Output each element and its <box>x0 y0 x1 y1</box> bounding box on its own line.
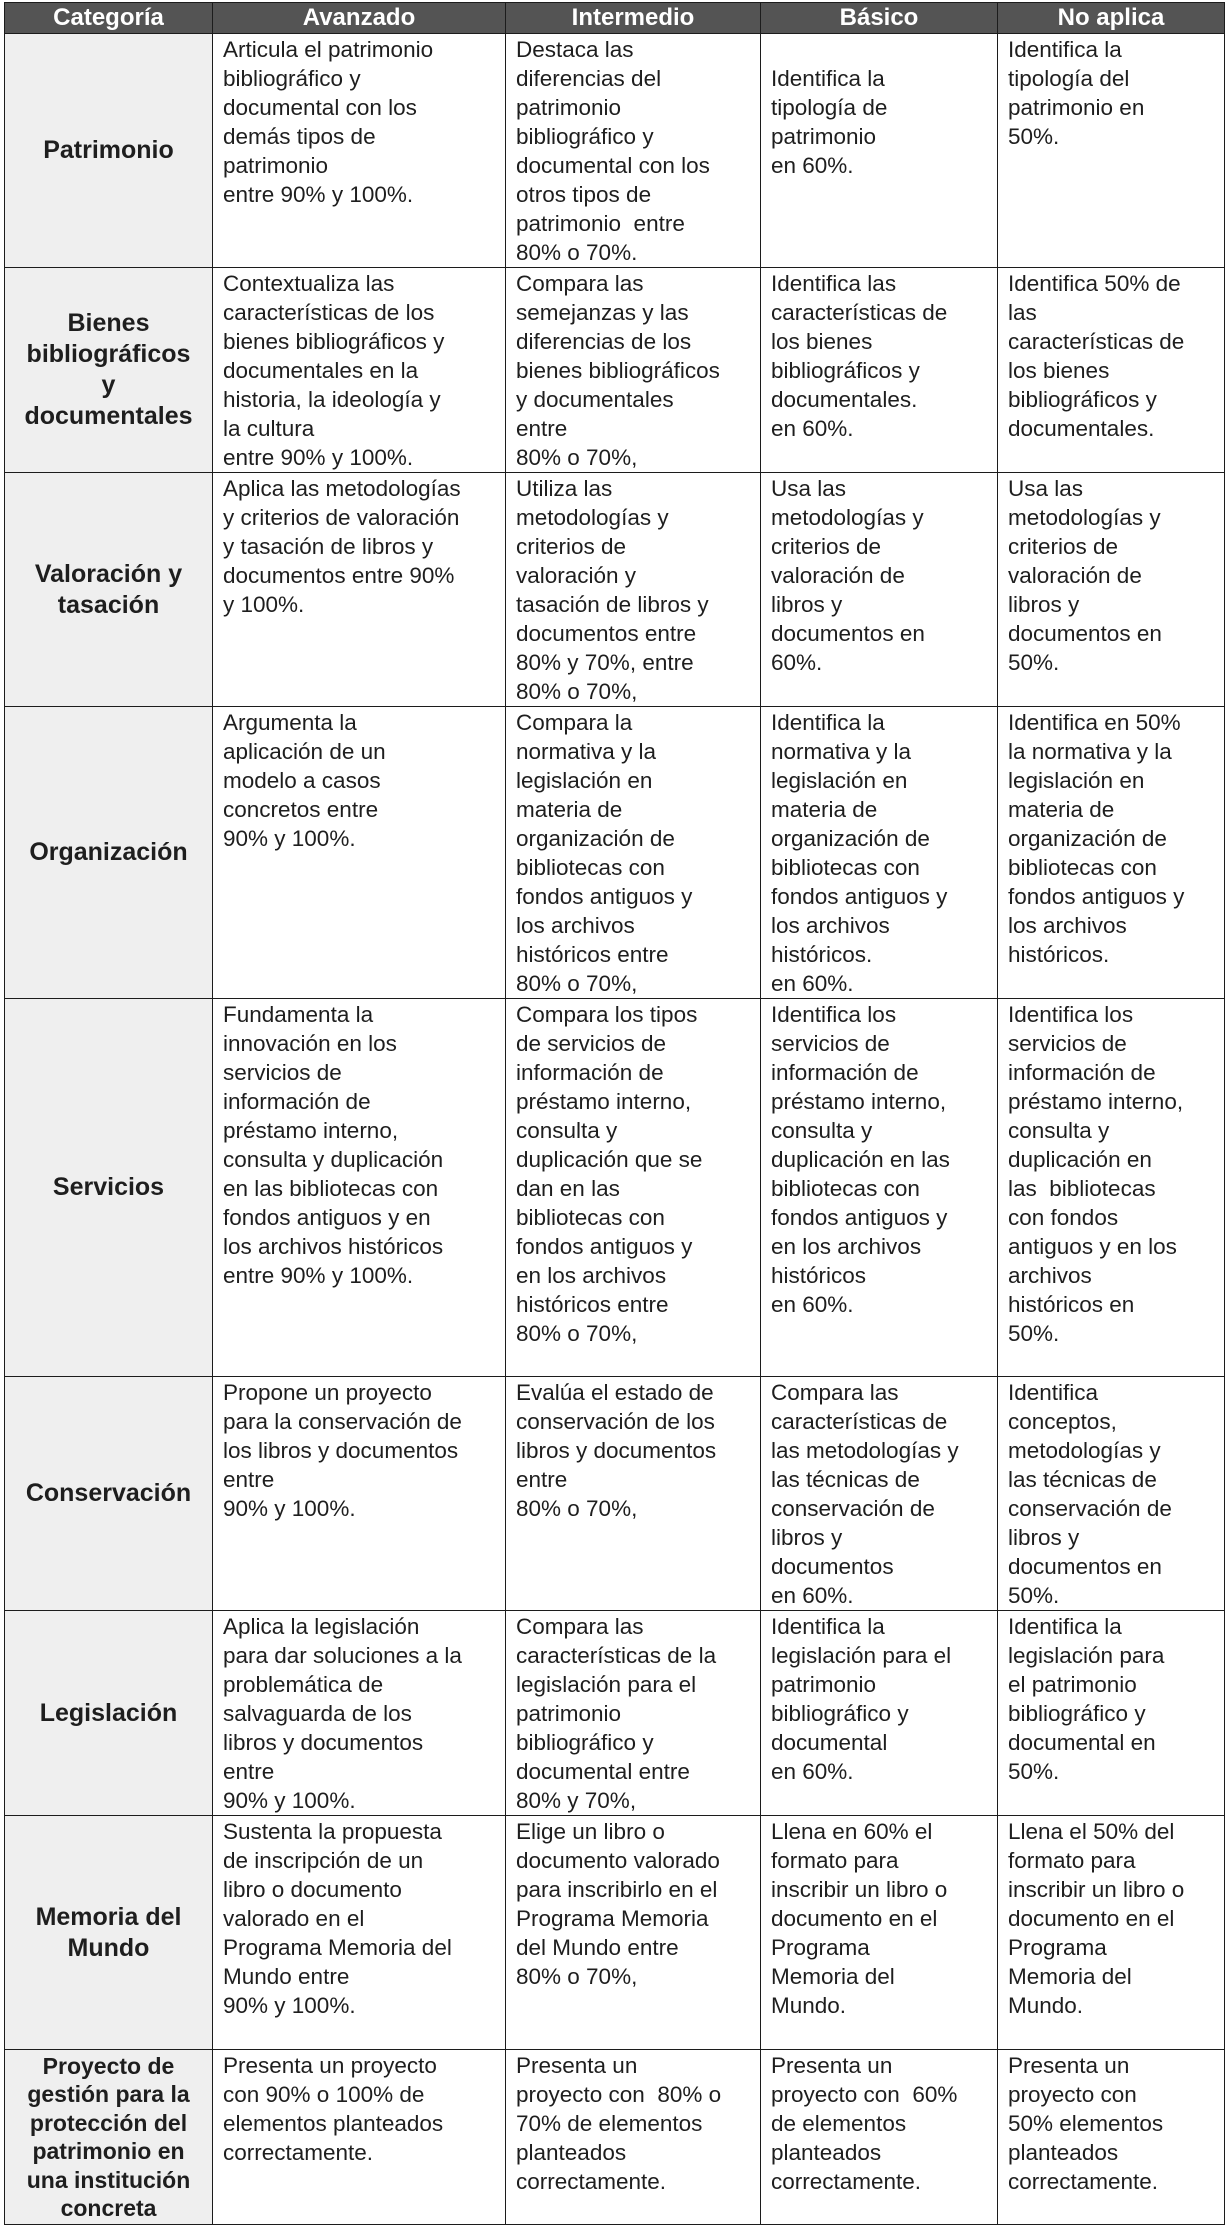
avanzado-cell: Contextualiza las características de los bienes bibliográficos y documentales en la historia, la ideología y la cultura entre 90% y 100%. <box>213 268 506 473</box>
header-row <box>5 3 1225 34</box>
avanzado-cell: Articula el patrimonio bibliográfico y documental con los demás tipos de patrimonio entre 90% y 100%. <box>213 34 506 268</box>
basico-cell: Identifica la normativa y la legislación en materia de organización de bibliotecas con fondos antiguos y los archivos históricos. en 60%. <box>761 707 998 999</box>
no-aplica-cell: Presenta un proyecto con 50% elementos planteados correctamente. <box>998 2050 1225 2225</box>
no-aplica-cell: Identifica 50% de las características de los bienes bibliográficos y documentales. <box>998 268 1225 473</box>
table-row <box>5 999 1225 1377</box>
avanzado-cell: Propone un proyecto para la conservación de los libros y documentos entre 90% y 100%. <box>213 1377 506 1611</box>
no-aplica-cell: Identifica la legislación para el patrimonio bibliográfico y documental en 50%. <box>998 1611 1225 1816</box>
header-avanzado: Avanzado <box>213 3 506 34</box>
basico-cell: Llena en 60% el formato para inscribir un libro o documento en el Programa Memoria del Mundo. <box>761 1816 998 2050</box>
avanzado-cell: Argumenta la aplicación de un modelo a casos concretos entre 90% y 100%. <box>213 707 506 999</box>
table-row <box>5 1377 1225 1611</box>
category-cell: Servicios <box>5 999 213 1377</box>
table-row <box>5 34 1225 268</box>
category-cell: Patrimonio <box>5 34 213 268</box>
intermedio-cell: Compara los tipos de servicios de información de préstamo interno, consulta y duplicación que se dan en las bibliotecas con fondos antiguos y en los archivos históricos entre 80% o 70%, <box>506 999 761 1377</box>
avanzado-cell: Fundamenta la innovación en los servicios de información de préstamo interno, consulta y duplicación en las bibliotecas con fondos antiguos y en los archivos históricos entre 90% y 100%. <box>213 999 506 1377</box>
no-aplica-cell: Identifica los servicios de información de préstamo interno, consulta y duplicación en las bibliotecas con fondos antiguos y en los archivos históricos en 50%. <box>998 999 1225 1377</box>
no-aplica-cell: Usa las metodologías y criterios de valoración de libros y documentos en 50%. <box>998 473 1225 707</box>
category-cell: Memoria del Mundo <box>5 1816 213 2050</box>
category-cell: Valoración y tasación <box>5 473 213 707</box>
intermedio-cell: Compara las semejanzas y las diferencias de los bienes bibliográficos y documentales entre 80% o 70%, <box>506 268 761 473</box>
intermedio-cell: Utiliza las metodologías y criterios de valoración y tasación de libros y documentos entre 80% y 70%, entre 80% o 70%, <box>506 473 761 707</box>
header-no-aplica: No aplica <box>998 3 1225 34</box>
intermedio-cell: Evalúa el estado de conservación de los libros y documentos entre 80% o 70%, <box>506 1377 761 1611</box>
basico-cell: Usa las metodologías y criterios de valoración de libros y documentos en 60%. <box>761 473 998 707</box>
table-row <box>5 473 1225 707</box>
basico-cell: Identifica las características de los bienes bibliográficos y documentales. en 60%. <box>761 268 998 473</box>
category-cell: Legislación <box>5 1611 213 1816</box>
table-row <box>5 2050 1225 2225</box>
table-row <box>5 268 1225 473</box>
intermedio-cell: Destaca las diferencias del patrimonio bibliográfico y documental con los otros tipos de patrimonio entre 80% o 70%. <box>506 34 761 268</box>
no-aplica-cell: Llena el 50% del formato para inscribir un libro o documento en el Programa Memoria del Mundo. <box>998 1816 1225 2050</box>
basico-cell: Compara las características de las metodologías y las técnicas de conservación de libros y documentos en 60%. <box>761 1377 998 1611</box>
category-cell: Proyecto de gestión para la protección del patrimonio en una institución concreta <box>5 2050 213 2225</box>
avanzado-cell: Aplica las metodologías y criterios de valoración y tasación de libros y documentos entre 90% y 100%. <box>213 473 506 707</box>
header-intermedio: Intermedio <box>506 3 761 34</box>
no-aplica-cell: Identifica conceptos, metodologías y las técnicas de conservación de libros y documentos en 50%. <box>998 1377 1225 1611</box>
category-cell: Organización <box>5 707 213 999</box>
basico-cell: Presenta un proyecto con 60% de elementos planteados correctamente. <box>761 2050 998 2225</box>
category-cell: Bienes bibliográficos y documentales <box>5 268 213 473</box>
table-row <box>5 1816 1225 2050</box>
intermedio-cell: Compara las características de la legislación para el patrimonio bibliográfico y documental entre 80% y 70%, <box>506 1611 761 1816</box>
no-aplica-cell: Identifica la tipología del patrimonio en 50%. <box>998 34 1225 268</box>
category-cell: Conservación <box>5 1377 213 1611</box>
avanzado-cell: Aplica la legislación para dar soluciones a la problemática de salvaguarda de los libros y documentos entre 90% y 100%. <box>213 1611 506 1816</box>
header-basico: Básico <box>761 3 998 34</box>
basico-cell: Identifica la legislación para el patrimonio bibliográfico y documental en 60%. <box>761 1611 998 1816</box>
avanzado-cell: Presenta un proyecto con 90% o 100% de elementos planteados correctamente. <box>213 2050 506 2225</box>
intermedio-cell: Compara la normativa y la legislación en materia de organización de bibliotecas con fondos antiguos y los archivos históricos entre 80% o 70%, <box>506 707 761 999</box>
intermedio-cell: Elige un libro o documento valorado para inscribirlo en el Programa Memoria del Mundo entre 80% o 70%, <box>506 1816 761 2050</box>
basico-cell: Identifica la tipología de patrimonio en 60%. <box>761 34 998 268</box>
intermedio-cell: Presenta un proyecto con 80% o 70% de elementos planteados correctamente. <box>506 2050 761 2225</box>
table-row <box>5 707 1225 999</box>
no-aplica-cell: Identifica en 50% la normativa y la legislación en materia de organización de bibliotecas con fondos antiguos y los archivos históricos. <box>998 707 1225 999</box>
avanzado-cell: Sustenta la propuesta de inscripción de un libro o documento valorado en el Programa Memoria del Mundo entre 90% y 100%. <box>213 1816 506 2050</box>
table-row <box>5 1611 1225 1816</box>
header-categoria: Categoría <box>5 3 213 34</box>
basico-cell: Identifica los servicios de información de préstamo interno, consulta y duplicación en las bibliotecas con fondos antiguos y en los archivos históricos en 60%. <box>761 999 998 1377</box>
rubric-table <box>4 2 1225 2225</box>
